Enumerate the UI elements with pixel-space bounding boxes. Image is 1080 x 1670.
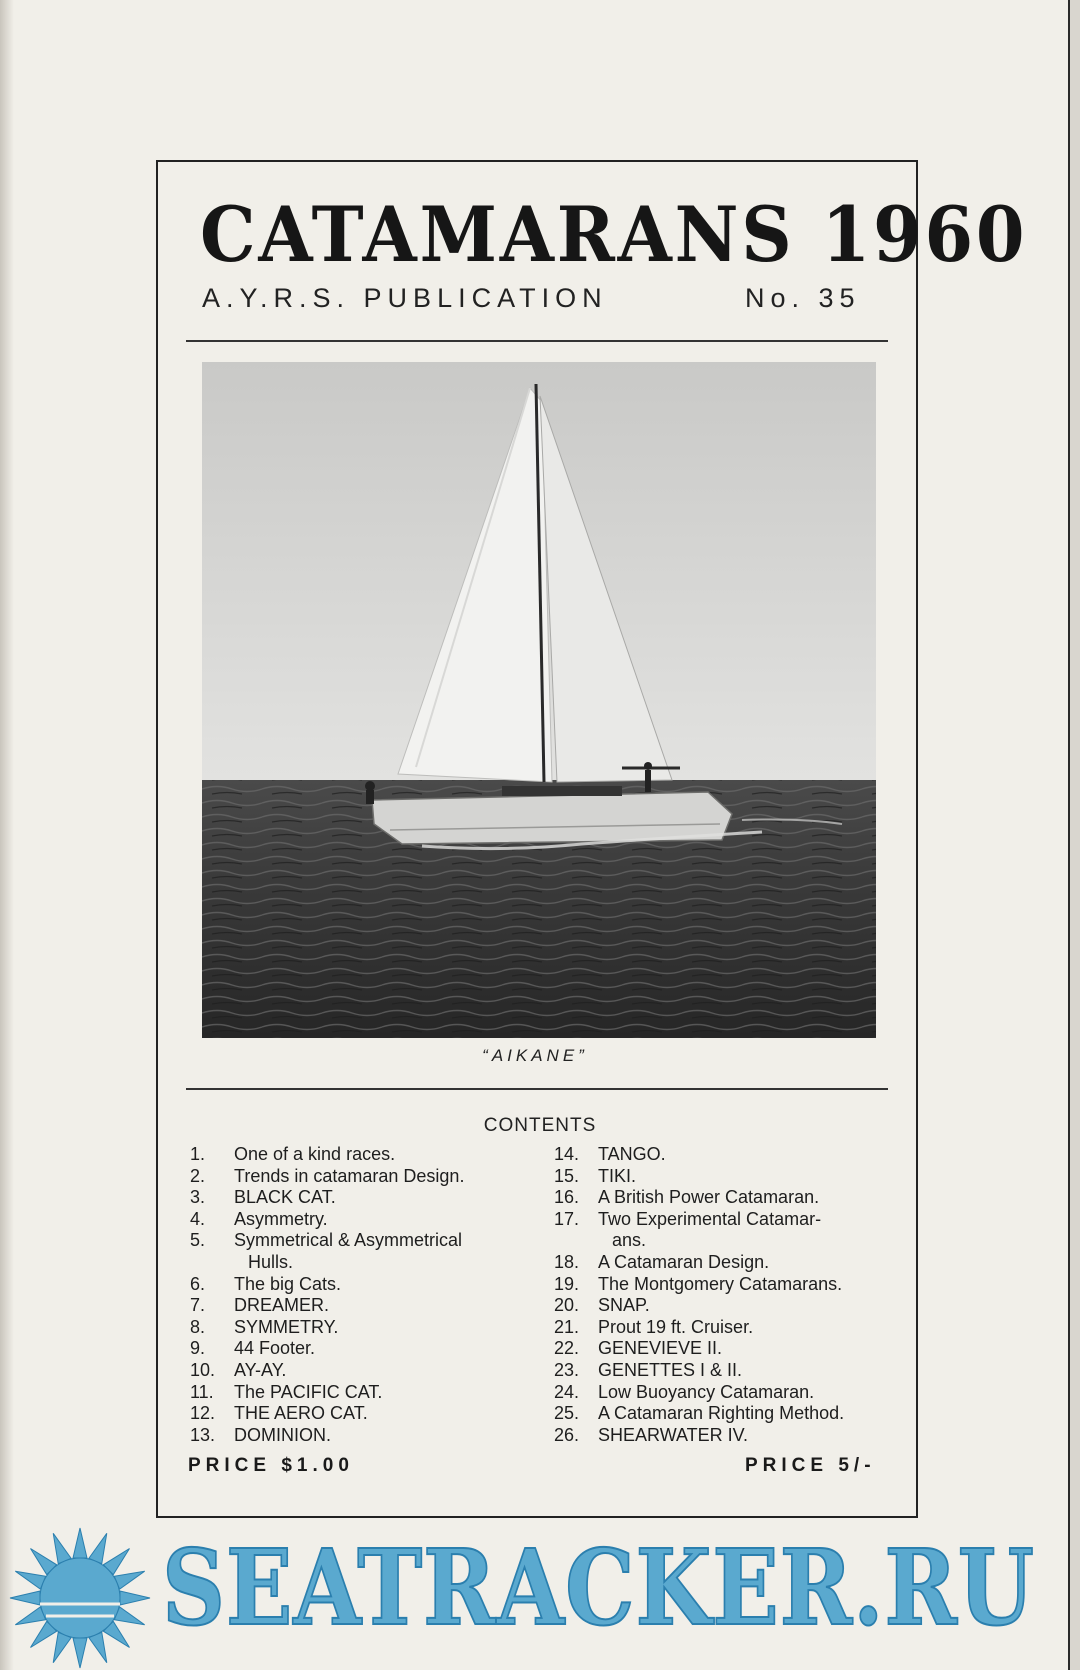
sun-logo-icon bbox=[0, 1520, 170, 1670]
contents-item: 18. A Catamaran Design. bbox=[554, 1251, 770, 1272]
catamaran-photo bbox=[202, 362, 876, 1038]
contents-item: 21. Prout 19 ft. Cruiser. bbox=[554, 1316, 754, 1337]
contents-item-continuation: ans. bbox=[612, 1230, 647, 1251]
contents-item: 1. One of a kind races. bbox=[190, 1144, 396, 1164]
contents-item: 24. Low Buoyancy Catamaran. bbox=[554, 1381, 815, 1402]
contents-heading: CONTENTS bbox=[483, 1115, 597, 1136]
contents-item: 22. GENEVIEVE II. bbox=[554, 1338, 723, 1359]
contents-item: 8. SYMMETRY. bbox=[190, 1316, 339, 1337]
contents-item: 11. The PACIFIC CAT. bbox=[190, 1381, 383, 1402]
contents-item: 12. THE AERO CAT. bbox=[190, 1403, 368, 1424]
spine-shadow bbox=[0, 0, 14, 1670]
contents-item: 6. The big Cats. bbox=[190, 1273, 342, 1294]
issue-number: No. 35 bbox=[745, 283, 861, 313]
middle-divider bbox=[186, 1088, 888, 1090]
contents-item: 9. 44 Footer. bbox=[190, 1338, 316, 1359]
sailboat-illustration bbox=[202, 362, 876, 1038]
contents-item: 25. A Catamaran Righting Method. bbox=[554, 1403, 845, 1424]
price-usd: PRICE $1.00 bbox=[188, 1455, 354, 1476]
contents-item: 3. BLACK CAT. bbox=[190, 1187, 336, 1208]
contents-column-right bbox=[554, 1144, 894, 1446]
contents-item: 14. TANGO. bbox=[554, 1144, 666, 1164]
contents-item: 7. DREAMER. bbox=[190, 1295, 330, 1316]
contents-item: 15. TIKI. bbox=[554, 1165, 637, 1186]
contents-item: 4. Asymmetry. bbox=[190, 1208, 328, 1229]
price-shillings: PRICE 5/- bbox=[745, 1455, 876, 1476]
top-divider bbox=[186, 340, 888, 342]
cover-subtitle: A.Y.R.S. PUBLICATION bbox=[202, 283, 608, 313]
contents-item: 5. Symmetrical & Asymmetrical bbox=[190, 1230, 463, 1251]
watermark-text: SEATRACKER.RU bbox=[162, 1526, 1035, 1649]
cover-title: CATAMARANS 1960 bbox=[200, 190, 1028, 279]
contents-column-left bbox=[190, 1144, 530, 1446]
contents-item: 20. SNAP. bbox=[554, 1295, 650, 1316]
contents-item: 19. The Montgomery Catamarans. bbox=[554, 1273, 843, 1294]
contents-item: 10. AY-AY. bbox=[190, 1359, 287, 1380]
contents-item: 23. GENETTES I & II. bbox=[554, 1359, 743, 1380]
contents-item: 26. SHEARWATER IV. bbox=[554, 1424, 749, 1445]
contents-item-continuation: Hulls. bbox=[248, 1251, 294, 1272]
contents-item: 13. DOMINION. bbox=[190, 1424, 331, 1445]
contents-item: 2. Trends in catamaran Design. bbox=[190, 1165, 465, 1186]
contents-item: 16. A British Power Catamaran. bbox=[554, 1187, 820, 1208]
contents-item: 17. Two Experimental Catamar- bbox=[554, 1208, 822, 1229]
photo-caption: “AIKANE” bbox=[482, 1046, 588, 1065]
